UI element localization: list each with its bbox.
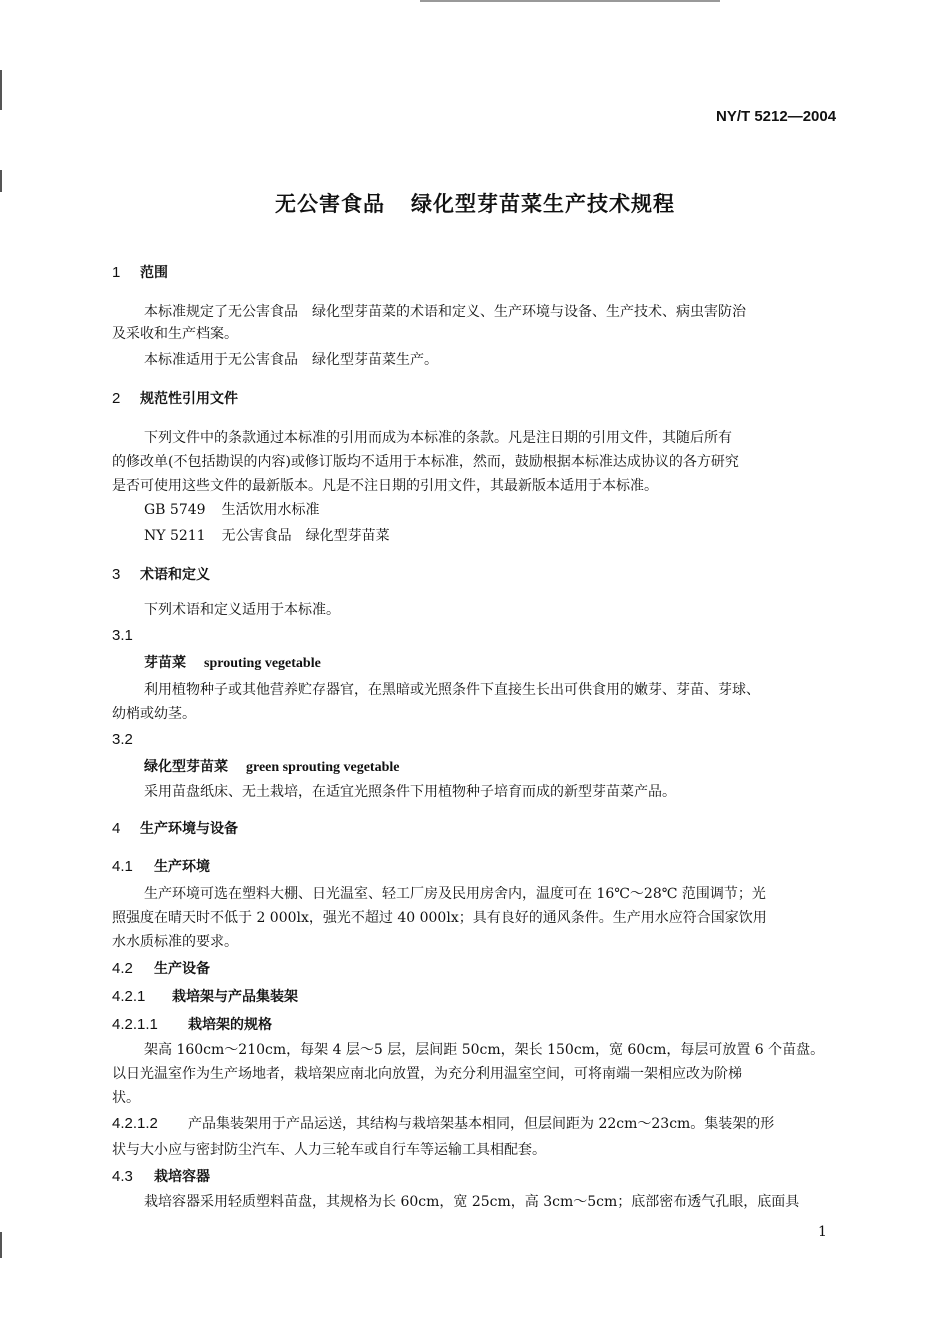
reference-item: NY 5211 无公害食品 绿化型芽苗菜 bbox=[144, 528, 390, 544]
subsection-heading: 4.2.1.1 栽培架的规格 bbox=[112, 1016, 272, 1033]
paragraph: 利用植物种子或其他营养贮存器官，在黑暗或光照条件下直接生长出可供食用的嫩芽、芽苗、芽球、 bbox=[144, 682, 760, 698]
term-heading: 芽苗菜 sprouting vegetable bbox=[144, 655, 321, 671]
paragraph: 是否可使用这些文件的最新版本。凡是不注日期的引用文件，其最新版本适用于本标准。 bbox=[112, 478, 658, 494]
page-title: 无公害食品 绿化型芽苗菜生产技术规程 bbox=[275, 192, 675, 216]
paragraph: 栽培容器采用轻质塑料苗盘，其规格为长 60cm，宽 25cm，高 3cm～5cm；底部密布透气孔眼，底面具 bbox=[144, 1194, 800, 1210]
paragraph: 照强度在晴天时不低于 2 000lx，强光不超过 40 000lx；具有良好的通风条件。生产用水应符合国家饮用 bbox=[112, 910, 767, 926]
page-number: 1 bbox=[818, 1224, 827, 1240]
scan-mark bbox=[420, 0, 720, 2]
subsection-heading: 4.2.1 栽培架与产品集装架 bbox=[112, 988, 298, 1005]
paragraph: 下列术语和定义适用于本标准。 bbox=[144, 602, 340, 618]
section-heading: 2 规范性引用文件 bbox=[112, 390, 238, 407]
paragraph: 以日光温室作为生产场地者，栽培架应南北向放置，为充分利用温室空间，可将南端一架相应改为阶梯 bbox=[112, 1066, 742, 1082]
paragraph: 水水质标准的要求。 bbox=[112, 934, 238, 950]
subsection-heading: 4.1 生产环境 bbox=[112, 858, 210, 875]
paragraph: 架高 160cm～210cm，每架 4 层～5 层，层间距 50cm，架长 150cm，宽 60cm，每层可放置 6 个苗盘。 bbox=[144, 1042, 825, 1058]
paragraph: 状与大小应与密封防尘汽车、人力三轮车或自行车等运输工具相配套。 bbox=[112, 1142, 546, 1158]
scan-mark bbox=[0, 70, 2, 110]
subsection-heading: 4.2 生产设备 bbox=[112, 960, 210, 977]
paragraph: 本标准规定了无公害食品 绿化型芽苗菜的术语和定义、生产环境与设备、生产技术、病虫害防治 bbox=[144, 304, 746, 320]
section-heading: 4 生产环境与设备 bbox=[112, 820, 238, 837]
paragraph: 及采收和生产档案。 bbox=[112, 326, 238, 342]
section-heading: 3 术语和定义 bbox=[112, 566, 210, 583]
paragraph: 状。 bbox=[112, 1090, 140, 1106]
term-number: 3.2 bbox=[112, 731, 133, 748]
reference-item: GB 5749 生活饮用水标准 bbox=[144, 502, 320, 518]
subsection-heading: 4.3 栽培容器 bbox=[112, 1168, 210, 1185]
paragraph: 本标准适用于无公害食品 绿化型芽苗菜生产。 bbox=[144, 352, 438, 368]
scan-mark bbox=[0, 1232, 2, 1258]
paragraph: 4.2.1.2 产品集装架用于产品运送，其结构与栽培架基本相同，但层间距为 22cm～23cm。集装架的形 bbox=[112, 1115, 775, 1132]
term-heading: 绿化型芽苗菜 green sprouting vegetable bbox=[144, 759, 400, 775]
paragraph: 生产环境可选在塑料大棚、日光温室、轻工厂房及民用房舍内，温度可在 16℃～28℃ 范围调节；光 bbox=[144, 886, 766, 902]
paragraph: 的修改单(不包括勘误的内容)或修订版均不适用于本标准，然而，鼓励根据本标准达成协议的各方研究 bbox=[112, 454, 739, 470]
paragraph: 采用苗盘纸床、无土栽培，在适宜光照条件下用植物种子培育而成的新型芽苗菜产品。 bbox=[144, 784, 676, 800]
paragraph: 下列文件中的条款通过本标准的引用而成为本标准的条款。凡是注日期的引用文件，其随后所有 bbox=[144, 430, 732, 446]
standard-number: NY/T 5212—2004 bbox=[716, 108, 837, 125]
paragraph: 幼梢或幼茎。 bbox=[112, 706, 196, 722]
term-number: 3.1 bbox=[112, 627, 133, 644]
section-heading: 1 范围 bbox=[112, 264, 168, 281]
